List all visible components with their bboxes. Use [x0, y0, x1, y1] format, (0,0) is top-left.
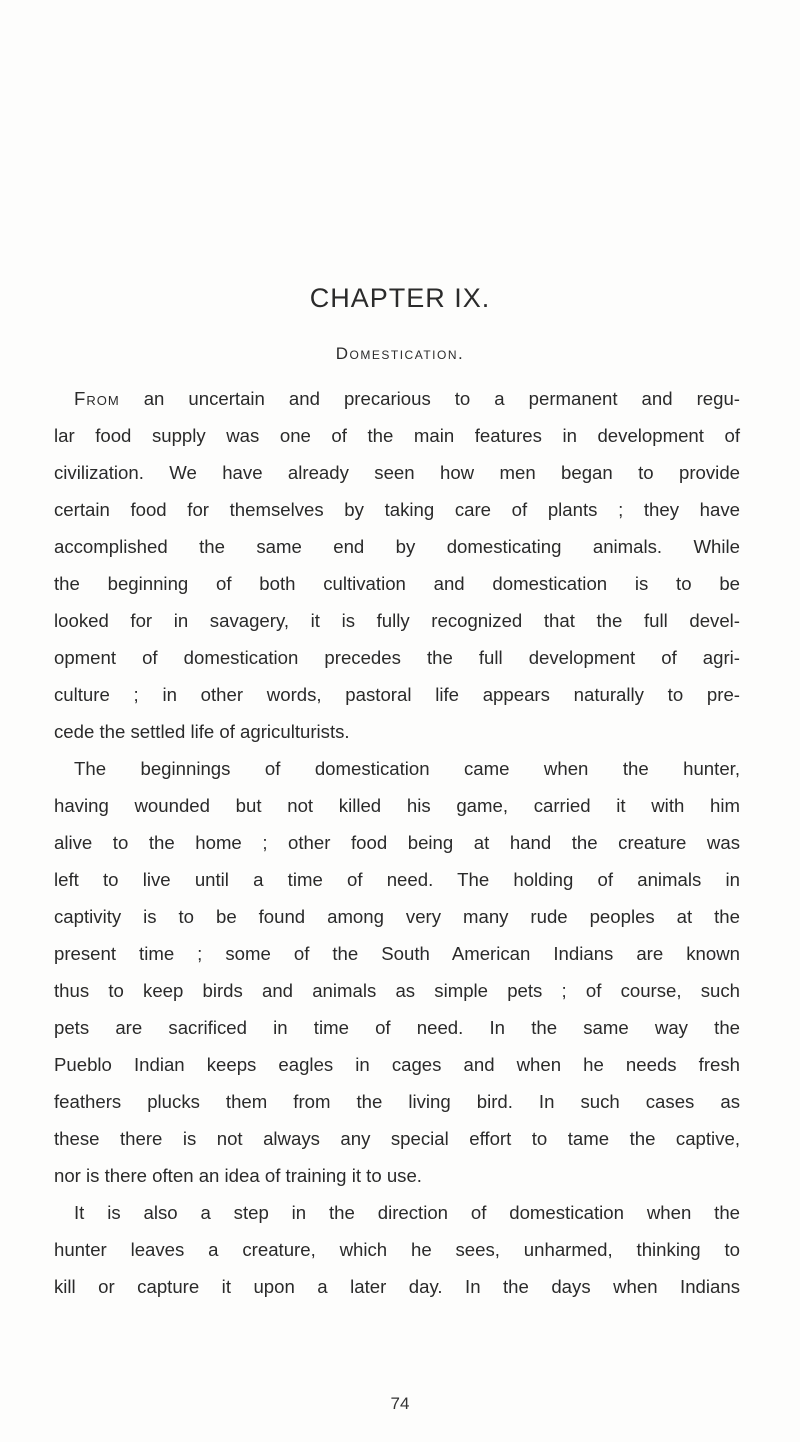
text-line: opment of domestication precedes the full development of agri-	[54, 647, 740, 668]
paragraph-1	[54, 380, 740, 750]
paragraph-3	[54, 1194, 740, 1305]
text-line: having wounded but not killed his game, carried it with him	[54, 795, 740, 816]
text-line: The beginnings of domestication came when the hunter,	[74, 758, 740, 779]
text-line: pets are sacrificed in time of need. In the same way the	[54, 1017, 740, 1038]
text-line: thus to keep birds and animals as simple pets ; of course, such	[54, 980, 740, 1001]
text-line: the beginning of both cultivation and domestication is to be	[54, 573, 740, 594]
text-line: accomplished the same end by domesticating animals. While	[54, 536, 740, 557]
text-line: lar food supply was one of the main features in development of	[54, 425, 740, 446]
line-rest: an uncertain and precarious to a permanent and regu-	[119, 388, 740, 409]
page-number: 74	[390, 1394, 410, 1413]
text-line: It is also a step in the direction of domestication when the	[74, 1202, 740, 1223]
text-line: nor is there often an idea of training it to use.	[54, 1165, 422, 1186]
text-line: alive to the home ; other food being at hand the creature was	[54, 832, 740, 853]
text-line: certain food for themselves by taking care of plants ; they have	[54, 499, 740, 520]
body-text	[54, 380, 740, 1305]
section-heading: Domestication.	[335, 344, 465, 363]
text-line: hunter leaves a creature, which he sees, unharmed, thinking to	[54, 1239, 740, 1260]
text-line: culture ; in other words, pastoral life appears naturally to pre-	[54, 684, 740, 705]
text-line: these there is not always any special effort to tame the captive,	[54, 1128, 740, 1149]
text-line	[54, 380, 740, 417]
text-line: looked for in savagery, it is fully recognized that the full devel-	[54, 610, 740, 631]
text-line: feathers plucks them from the living bird. In such cases as	[54, 1091, 740, 1112]
text-line: captivity is to be found among very many rude peoples at the	[54, 906, 740, 927]
text-line: kill or capture it upon a later day. In the days when Indians	[54, 1276, 740, 1297]
text-line: civilization. We have already seen how men began to provide	[54, 462, 740, 483]
paragraph-2	[54, 750, 740, 1194]
text-line: present time ; some of the South American Indians are known	[54, 943, 740, 964]
lead-word: From	[74, 388, 120, 409]
text-line: Pueblo Indian keeps eagles in cages and when he needs fresh	[54, 1054, 740, 1075]
text-line: cede the settled life of agriculturists.	[54, 721, 350, 742]
text-line: left to live until a time of need. The holding of animals in	[54, 869, 740, 890]
chapter-heading: CHAPTER IX.	[309, 283, 491, 313]
